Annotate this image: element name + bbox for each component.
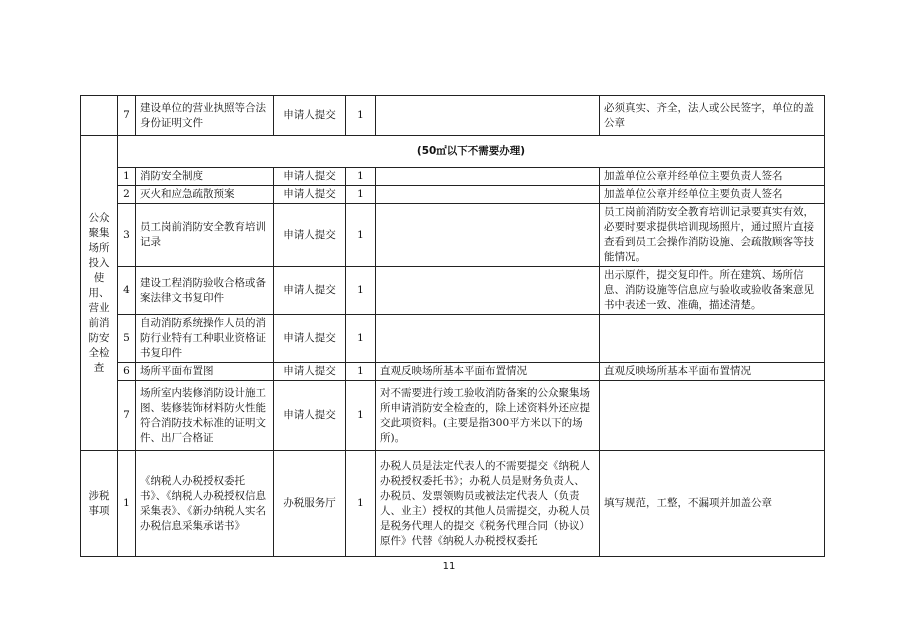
method-cell: 办税服务厅 bbox=[274, 451, 346, 557]
remark-cell: 加盖单位公章并经单位主要负责人签名 bbox=[600, 186, 825, 204]
material-cell: 建设单位的营业执照等合法身份证明文件 bbox=[136, 96, 274, 136]
note-cell bbox=[376, 168, 600, 186]
table-row bbox=[81, 204, 825, 267]
row-number: 1 bbox=[118, 168, 136, 186]
table-row bbox=[81, 267, 825, 315]
method-cell: 申请人提交 bbox=[274, 168, 346, 186]
row-number: 2 bbox=[118, 186, 136, 204]
row-number: 3 bbox=[118, 204, 136, 267]
row-number: 1 bbox=[118, 451, 136, 557]
note-cell bbox=[376, 186, 600, 204]
table-row bbox=[81, 136, 825, 168]
quantity-cell: 1 bbox=[346, 267, 376, 315]
category-tax: 涉税事项 bbox=[81, 451, 118, 557]
row-number: 6 bbox=[118, 363, 136, 381]
note-cell: 办税人员是法定代表人的不需要提交《纳税人办税授权委托书》；办税人员是财务负责人、办税员、发票领购员或被法定代表人（负责人、业主）授权的其他人员需提交，办税人员是税务代理人的提交《税务代理合同（协议）原件》代替《纳税人办税授权委托 bbox=[376, 451, 600, 557]
row-number: 5 bbox=[118, 315, 136, 363]
row-number: 7 bbox=[118, 381, 136, 451]
quantity-cell: 1 bbox=[346, 363, 376, 381]
section-banner: (50㎡以下不需要办理) bbox=[118, 136, 825, 168]
quantity-cell: 1 bbox=[346, 315, 376, 363]
table-row bbox=[81, 168, 825, 186]
table-row bbox=[81, 186, 825, 204]
table-row bbox=[81, 451, 825, 557]
note-cell bbox=[376, 204, 600, 267]
quantity-cell: 1 bbox=[346, 381, 376, 451]
row-number: 7 bbox=[118, 96, 136, 136]
quantity-cell: 1 bbox=[346, 451, 376, 557]
method-cell: 申请人提交 bbox=[274, 381, 346, 451]
note-cell: 对不需要进行竣工验收消防备案的公众聚集场所申请消防安全检查的，除上述资料外还应提交此项资料。(主要是指300平方米以下的场所)。 bbox=[376, 381, 600, 451]
method-cell: 申请人提交 bbox=[274, 315, 346, 363]
category-public-assembly: 公众聚集场所投入使用、营业前消防安全检查 bbox=[81, 136, 118, 451]
material-cell: 场所平面布置图 bbox=[136, 363, 274, 381]
material-cell: 《纳税人办税授权委托书》、《纳税人办税授权信息采集表》、《新办纳税人实名办税信息采集承诺书》 bbox=[136, 451, 274, 557]
method-cell: 申请人提交 bbox=[274, 267, 346, 315]
material-cell: 员工岗前消防安全教育培训记录 bbox=[136, 204, 274, 267]
note-cell bbox=[376, 96, 600, 136]
remark-cell: 填写规范，工整，不漏项并加盖公章 bbox=[600, 451, 825, 557]
quantity-cell: 1 bbox=[346, 168, 376, 186]
remark-cell bbox=[600, 381, 825, 451]
material-cell: 自动消防系统操作人员的消防行业特有工种职业资格证书复印件 bbox=[136, 315, 274, 363]
material-cell: 场所室内装修消防设计施工图、装修装饰材料防火性能符合消防技术标准的证明文件、出厂合格证 bbox=[136, 381, 274, 451]
table-row bbox=[81, 96, 825, 136]
remark-cell: 加盖单位公章并经单位主要负责人签名 bbox=[600, 168, 825, 186]
method-cell: 申请人提交 bbox=[274, 363, 346, 381]
note-cell: 直观反映场所基本平面布置情况 bbox=[376, 363, 600, 381]
remark-cell: 出示原件，提交复印件。所在建筑、场所信息、消防设施等信息应与验收或验收备案意见书中表述一致、准确，描述清楚。 bbox=[600, 267, 825, 315]
note-cell bbox=[376, 267, 600, 315]
note-cell bbox=[376, 315, 600, 363]
remark-cell: 员工岗前消防安全教育培训记录要真实有效，必要时要求提供培训现场照片，通过照片直接查看到员工会操作消防设施、会疏散顾客等技能情况。 bbox=[600, 204, 825, 267]
material-cell: 灭火和应急疏散预案 bbox=[136, 186, 274, 204]
method-cell: 申请人提交 bbox=[274, 186, 346, 204]
table-row bbox=[81, 381, 825, 451]
remark-cell bbox=[600, 315, 825, 363]
table-row bbox=[81, 315, 825, 363]
page-number: 11 bbox=[442, 561, 456, 572]
quantity-cell: 1 bbox=[346, 204, 376, 267]
document-table bbox=[80, 95, 825, 557]
table-row bbox=[81, 363, 825, 381]
row-number: 4 bbox=[118, 267, 136, 315]
method-cell: 申请人提交 bbox=[274, 204, 346, 267]
material-cell: 建设工程消防验收合格或备案法律文书复印件 bbox=[136, 267, 274, 315]
quantity-cell: 1 bbox=[346, 96, 376, 136]
remark-cell: 直观反映场所基本平面布置情况 bbox=[600, 363, 825, 381]
method-cell: 申请人提交 bbox=[274, 96, 346, 136]
category-cell-blank bbox=[81, 96, 118, 136]
remark-cell: 必须真实、齐全，法人或公民签字，单位的盖公章 bbox=[600, 96, 825, 136]
quantity-cell: 1 bbox=[346, 186, 376, 204]
material-cell: 消防安全制度 bbox=[136, 168, 274, 186]
